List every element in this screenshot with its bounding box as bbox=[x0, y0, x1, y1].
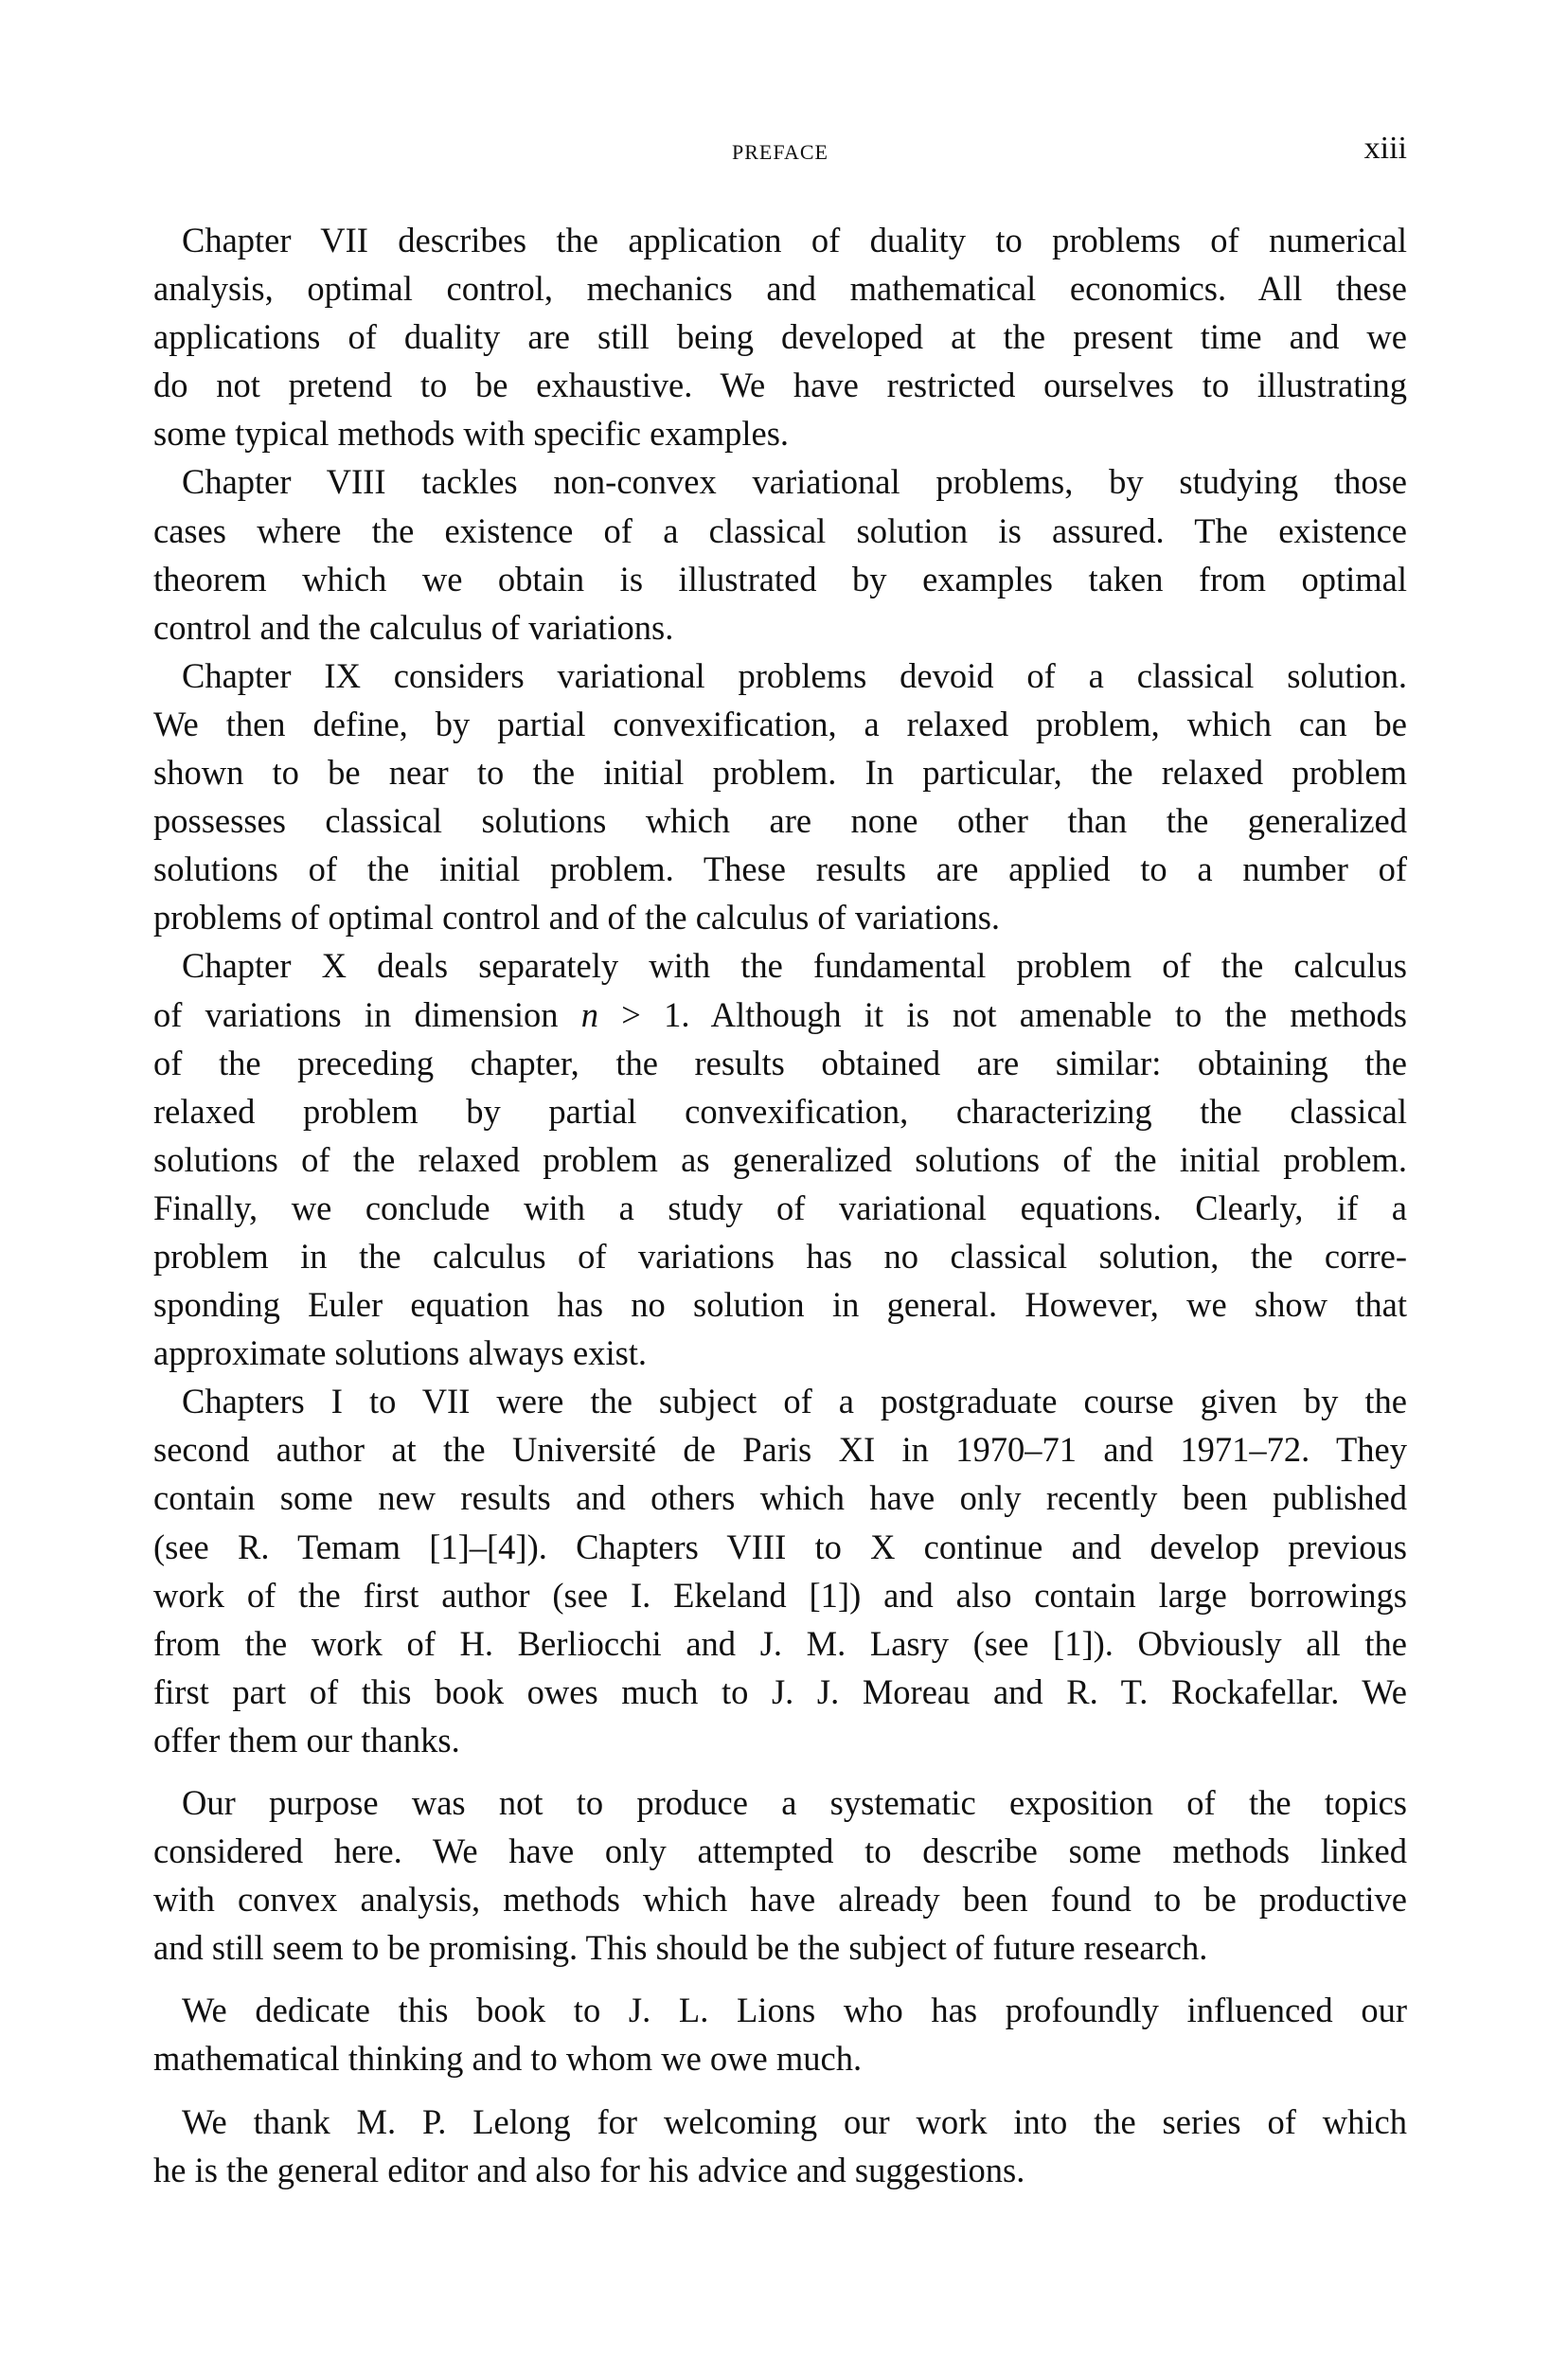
text-line: Chapter IX considers variational problems devoid of a classical solution. bbox=[182, 655, 1407, 695]
text-segment: > 1. Although it is not amenable to the methods bbox=[598, 994, 1407, 1034]
math-variable: n bbox=[580, 994, 599, 1034]
text-line: and still seem to be promising. This should be the subject of future research. bbox=[153, 1928, 1208, 1968]
text-line: Our purpose was not to produce a systematic exposition of the topics bbox=[182, 1783, 1407, 1822]
text-line: Chapters I to VII were the subject of a postgraduate course given by the bbox=[182, 1382, 1407, 1421]
page-header bbox=[153, 131, 1407, 169]
text-line: from the work of H. Berliocchi and J. M. Lasry (see [1]). Obviously all the bbox=[153, 1623, 1407, 1663]
text-line: contain some new results and others which have only recently been published bbox=[153, 1478, 1407, 1518]
text-line: do not pretend to be exhaustive. We have restricted ourselves to illustrating bbox=[153, 366, 1407, 405]
paragraph bbox=[153, 216, 1407, 457]
text-line: sponding Euler equation has no solution in general. However, we show that bbox=[153, 1285, 1407, 1325]
text-line: work of the first author (see I. Ekeland [1]) and also contain large borrowings bbox=[153, 1575, 1407, 1615]
text-line: theorem which we obtain is illustrated by examples taken from optimal bbox=[153, 559, 1407, 598]
text-line: considered here. We have only attempted to describe some methods linked bbox=[153, 1831, 1407, 1871]
text-line: Finally, we conclude with a study of variational equations. Clearly, if a bbox=[153, 1188, 1407, 1227]
text-line: offer them our thanks. bbox=[153, 1720, 460, 1760]
paragraph bbox=[153, 457, 1407, 651]
text-line: some typical methods with specific examples. bbox=[153, 414, 790, 454]
text-line: he is the general editor and also for his advice and suggestions. bbox=[153, 2150, 1025, 2189]
text-line: We dedicate this book to J. L. Lions who has profoundly influenced our bbox=[182, 1991, 1407, 2030]
paragraph bbox=[153, 941, 1407, 1377]
text-line: problems of optimal control and of the calculus of variations. bbox=[153, 898, 1001, 938]
paragraph bbox=[153, 1986, 1407, 2082]
page-number: xiii bbox=[1363, 131, 1407, 166]
text-line: (see R. Temam [1]–[4]). Chapters VIII to X continue and develop previous bbox=[153, 1527, 1407, 1566]
text-line: We thank M. P. Lelong for welcoming our work into the series of which bbox=[182, 2101, 1407, 2141]
text-line: possesses classical solutions which are none other than the generalized bbox=[153, 801, 1407, 841]
text-line: with convex analysis, methods which have already been found to be productive bbox=[153, 1880, 1407, 1920]
text-line: shown to be near to the initial problem. In particular, the relaxed problem bbox=[153, 753, 1407, 793]
text-line: Chapter VII describes the application of duality to problems of numerical bbox=[182, 221, 1407, 259]
text-line bbox=[153, 991, 1407, 1039]
text-line: approximate solutions always exist. bbox=[153, 1333, 648, 1373]
text-line: cases where the existence of a classical solution is assured. The existence bbox=[153, 510, 1407, 550]
paragraph bbox=[153, 1377, 1407, 1764]
page-body bbox=[153, 216, 1407, 2194]
text-line: solutions of the relaxed problem as generalized solutions of the initial problem. bbox=[153, 1139, 1407, 1179]
text-line: analysis, optimal control, mechanics and mathematical economics. All these bbox=[153, 269, 1407, 309]
text-line: Chapter X deals separately with the fundamental problem of the calculus bbox=[182, 946, 1407, 986]
text-line: applications of duality are still being developed at the present time and we bbox=[153, 317, 1407, 357]
text-segment: of variations in dimension bbox=[153, 994, 581, 1034]
paragraph bbox=[153, 2098, 1407, 2194]
text-line: control and the calculus of variations. bbox=[153, 607, 674, 647]
text-line: relaxed problem by partial convexification, characterizing the classical bbox=[153, 1091, 1407, 1131]
text-line: mathematical thinking and to whom we owe much. bbox=[153, 2039, 863, 2079]
text-line: of the preceding chapter, the results obtained are similar: obtaining the bbox=[153, 1043, 1407, 1082]
text-line: Chapter VIII tackles non-convex variational problems, by studying those bbox=[182, 462, 1407, 502]
paragraph bbox=[153, 1778, 1407, 1972]
text-line: problem in the calculus of variations has no classical solution, the corre- bbox=[153, 1236, 1407, 1276]
text-line: solutions of the initial problem. These results are applied to a number of bbox=[153, 849, 1407, 889]
text-line: first part of this book owes much to J. J. Moreau and R. T. Rockafellar. We bbox=[153, 1671, 1407, 1711]
paragraph bbox=[153, 652, 1407, 942]
text-line: We then define, by partial convexification, a relaxed problem, which can be bbox=[153, 704, 1407, 743]
running-title: PREFACE bbox=[732, 140, 829, 164]
text-line: second author at the Université de Paris XI in 1970–71 and 1971–72. They bbox=[153, 1430, 1407, 1470]
